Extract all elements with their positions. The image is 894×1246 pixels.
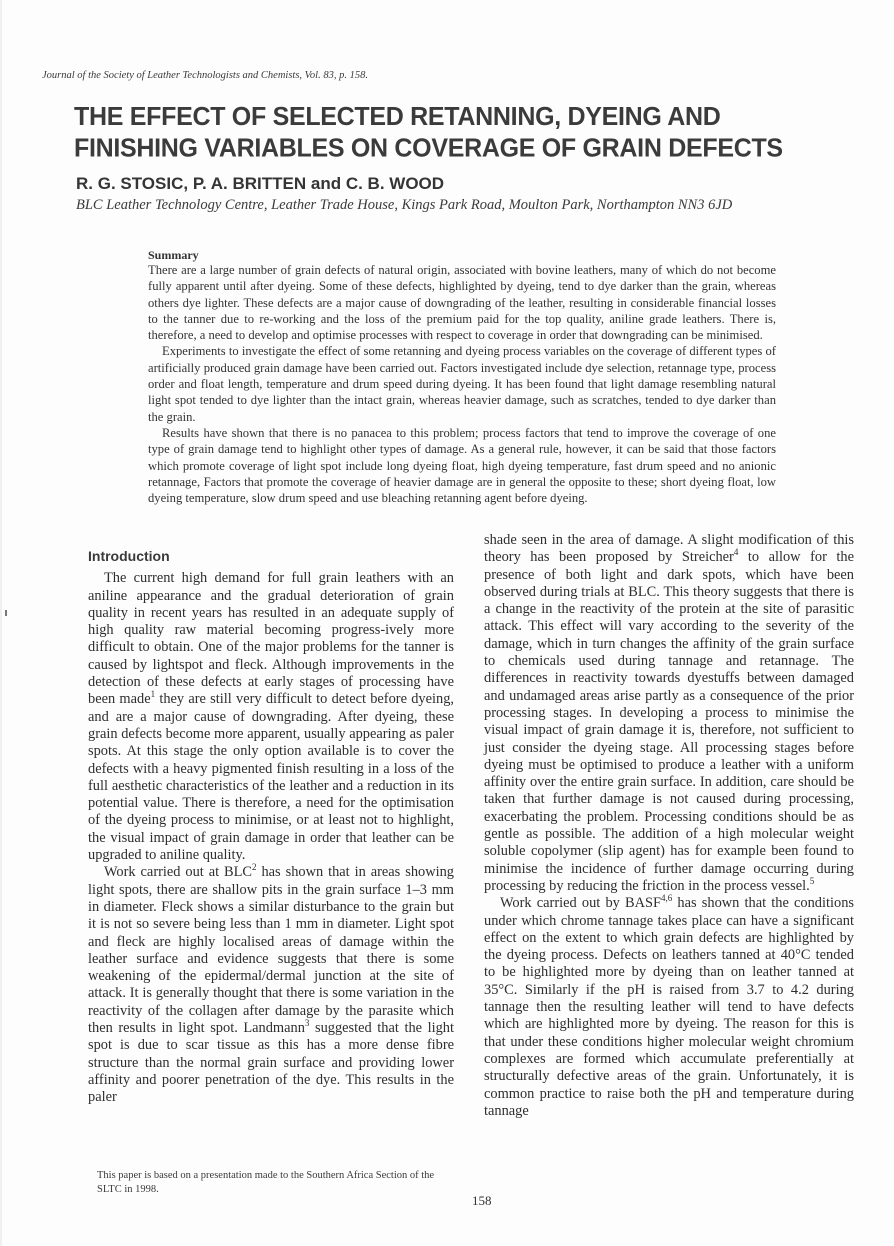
article-affiliation: BLC Leather Technology Centre, Leather Trade House, Kings Park Road, Moulton Park, Northampton NN3 6JD [76,197,733,213]
summary-paragraph: There are a large number of grain defects of natural origin, associated with bovine leathers, many of which do not become fully apparent until after dyeing. Some of these defects, highlighted by dyeing, tend to dye darker than the grain, whereas others dye lighter. These defects are a major cause of downgrading of the leather, resulting in considerable financial losses to the tanner due to re-working and the loss of the premium paid for the top quality, aniline grade leathers. There is, therefore, a need to develop and optimise processes with respect to coverage in order that downgrading can be minimised. [148,263,776,343]
body-paragraph [484,532,854,895]
footnote: This paper is based on a presentation made to the Southern Africa Section of the SLTC in 1998. [97,1170,435,1195]
text-run: they are still very difficult to detect before dyeing, and are a major cause of downgrading. After dyeing, these grain defects become more apparent, usually appearing as paler spots. At this stage the only option available is to cover the defects with a heavy pigmented finish resulting in a loss of the full aesthetic characteristics of the leather and a reduction in its potential value. There is therefore, a need for the optimisation of the dyeing process to minimise, or at least not to highlight, the visual impact of grain damage in order that leather can be upgraded to aniline quality. [88,691,454,864]
text-run: Work carried out at BLC [104,864,253,881]
page-number: 158 [472,1193,492,1208]
page-edge [0,0,2,1246]
text-run: has shown that the conditions under which chrome tannage takes place can have a significant effect on the extent to which grain defects are highlighted by the dyeing process. Defects on leathers tanned at 40°C tended to be highlighted more by dyeing than on leather tanned at 35°C. Similarly if the pH is raised from 3.7 to 4.2 during tannage then the resulting leather will tend to have defects which are highlighted more by dyeing. The reason for this is that under these conditions higher molecular weight chromium complexes are formed which accumulate preferentially at structurally defective areas of the grain. Unfortunately, it is common practice to raise both the pH and temperature during tannage [484,895,854,1119]
introduction-heading: Introduction [88,548,170,564]
text-run: Work carried out by BASF [500,895,662,912]
body-paragraph [88,864,454,1106]
text-run: has shown that in areas showing light spots, there are shallow pits in the grain surface 1–3 mm in diameter. Fleck shows a similar disturbance to the grain but it is not so severe being less than 1 mm in diameter. Light spot and fleck are highly localised areas of damage within the leather surface and evidence suggests that there is some weakening of the epidermal/dermal junction at the site of attack. It is generally thought that there is some variation in the reactivity of the collagen after damage by the parasite which then results in light spot. Landmann [88,864,454,1037]
summary-section [148,249,776,506]
article-title: THE EFFECT OF SELECTED RETANNING, DYEING AND FINISHING VARIABLES ON COVERAGE OF GRAIN DEFECTS [74,102,783,163]
summary-paragraph: Experiments to investigate the effect of some retanning and dyeing process variables on the coverage of different types of artificially produced grain damage have been carried out. Factors investigated include dye selection, retannage type, process order and float length, temperature and drum speed during dyeing. It has been found that light damage resembling natural light spot tended to dye lighter than the intact grain, whereas heavier damage, such as scratches, tended to dye darker than the grain. [148,344,776,424]
summary-paragraph: Results have shown that there is no panacea to this problem; process factors that tend to improve the coverage of one type of grain damage tend to highlight other types of damage. As a general rule, however, it can be said that those factors which promote coverage of light spot include long dyeing float, high dyeing temperature, fast drum speed and no anionic retannage, Factors that promote the coverage of heavier damage are in general the opposite to these; short dyeing float, low dyeing temperature, slow drum speed and use bleaching retanning agent before dyeing. [148,425,776,506]
margin-mark [5,610,7,616]
citation-ref: 2 [252,862,257,873]
citation-ref: 1 [150,689,156,700]
journal-citation: Journal of the Society of Leather Technologists and Chemists, Vol. 83, p. 158. [42,70,368,81]
summary-heading: Summary [148,248,199,262]
right-column [484,532,854,1120]
left-column [88,548,454,1107]
text-run: shade seen in the area of damage. A slight modification of this theory has been proposed by Streicher [484,532,854,566]
text-run: suggested that the light spot is due to scar tissue as this has a more dense fibre structure than the normal grain surface and providing lower affinity and poorer penetration of the dye. This results in the paler [88,1020,454,1106]
citation-ref: 5 [809,876,815,887]
article-authors: R. G. STOSIC, P. A. BRITTEN and C. B. WOOD [76,174,445,193]
text-run: The current high demand for full grain leathers with an aniline appearance and the gradual deterioration of grain quality in recent years has resulted in an adequate supply of high quality raw material becoming progress-ively more difficult to obtain. One of the major problems for the tanner is caused by lightspot and fleck. Although improvements in the detection of these defects at early stages of processing have been made [88,570,454,708]
citation-ref: 4 [733,547,739,558]
citation-ref: 4,6 [661,893,673,904]
body-paragraph [484,895,854,1120]
text-run: to allow for the presence of both light and dark spots, which have been observed during trials at BLC. This theory suggests that there is a change in the reactivity of the protein at the site of parasitic attack. This effect will vary according to the severity of the damage, which in turn changes the affinity of the grain surface to chemicals used during tannage and retannage. The differences in reactivity towards dyestuffs between damaged and undamaged areas arise partly as a consequence of the prior processing stages. In developing a process to minimise the visual impact of grain damage it is, therefore, not sufficient to just consider the dyeing stage. All processing stages before dyeing must be optimised to produce a leather with a uniform affinity over the entire grain surface. In addition, care should be taken that further damage is not caused during processing, exacerbating the problem. Processing conditions should be as gentle as possible. The addition of a high molecular weight soluble copolymer (slip agent) has for example been found to minimise the incidence of further damage occurring during processing by reducing the friction in the process vessel. [484,549,854,894]
body-paragraph [88,570,454,864]
citation-ref: 3 [304,1018,310,1029]
